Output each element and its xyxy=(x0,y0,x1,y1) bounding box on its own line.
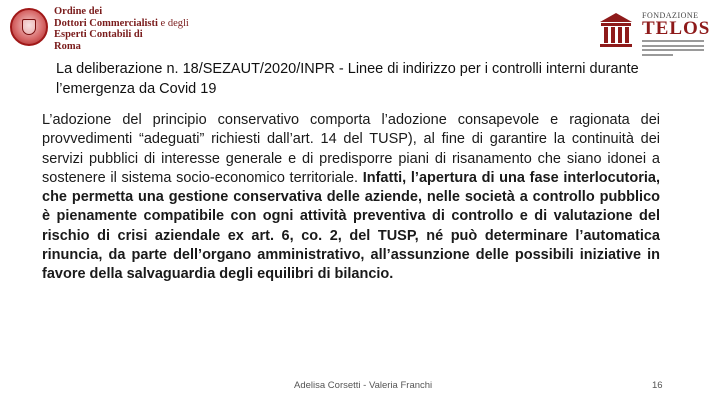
org-name-line-1: Ordine dei xyxy=(54,6,103,17)
org-name-line-4: Roma xyxy=(54,40,81,52)
foundation-label: FONDAZIONE xyxy=(642,11,699,20)
org-name-line-2: Dottori Commercialisti e degli xyxy=(54,17,189,29)
fondazione-telos-logo xyxy=(596,6,711,58)
body-paragraph-part-2: Infatti, l’apertura di una fase interlocutoria, che permetta una gestione conservativa delle aziende, nelle società a controllo pubblico è pienamente compatibile con ogni attività preventiva di controllo e di valutazione del rischio di crisi aziendale ex art. 6, co. 2, del TUSP, né può determinare l’automatica rinuncia, da parte dell’organo amministrativo, all’assunzione delle possibili iniziative in favore della salvaguardia degli equilibri di bilancio. xyxy=(42,169,660,283)
odcec-roma-name xyxy=(54,6,189,52)
page-number: 16 xyxy=(652,380,663,391)
order-seal-icon xyxy=(10,8,48,46)
foundation-name: TELOS xyxy=(642,18,711,39)
footer-authors: Adelisa Corsetti - Valeria Franchi xyxy=(294,380,433,391)
slide-title: La deliberazione n. 18/SEZAUT/2020/INPR - Linee di indirizzo per i controlli interni durante l’emergenza da Covid 19 xyxy=(56,61,639,97)
foundation-tagline-lines xyxy=(642,40,704,60)
odcec-roma-logo xyxy=(8,4,208,54)
temple-icon xyxy=(596,10,636,50)
body-paragraph-part-1: L’adozione del principio conservativo comporta l’adozione consapevole e ragionata dei provvedimenti “adeguati” richiesti dall’art. 14 del TUSP), al fine di garantire la continuità dei servizi pubblici di interesse generale e di predisporre piani di risanamento che siano idonei a sostenere il sistema socio-economico territoriale. xyxy=(42,112,660,186)
slide-body xyxy=(42,111,660,285)
org-name-line-3: Esperti Contabili di xyxy=(54,29,143,40)
